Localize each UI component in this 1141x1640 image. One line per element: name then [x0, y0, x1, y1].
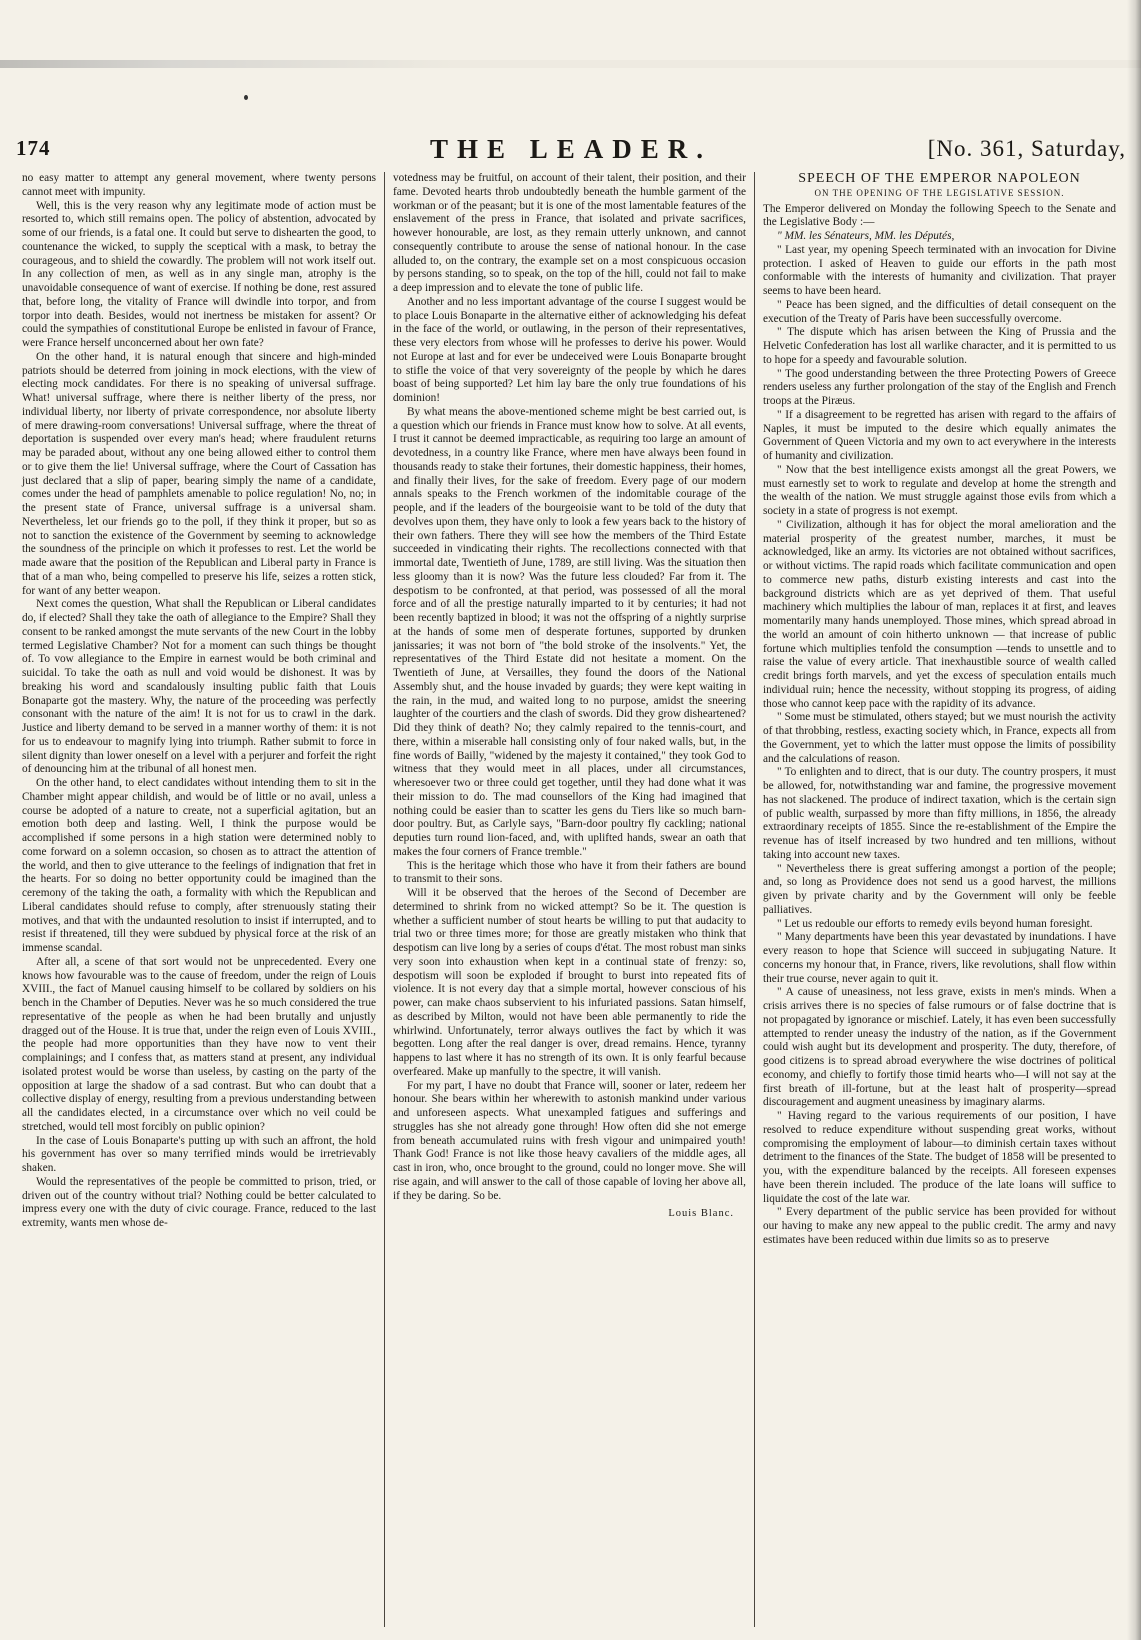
paragraph: Would the representatives of the people be committed to prison, tried, or driven out of the country without trial? Nothing could be better calculated to impress every one with the duty of civic courage. France, reduced to the last extremity, wants men whose de-	[22, 1175, 376, 1229]
column-right	[754, 172, 1124, 1627]
paragraph: " If a disagreement to be regretted has arisen with regard to the affairs of Naples, it must be imputed to the desire which equally animates the Government of Queen Victoria and my own to act everywhere in the interests of humanity and civilization.	[763, 408, 1116, 462]
paragraph: On the other hand, to elect candidates without intending them to sit in the Chamber might appear childish, and would be of little or no avail, unless a course be adopted of a nature to create, not a superficial agitation, but an emotion both deep and lasting. Well, I think the purpose would be accomplished if some persons in a high station were determined nobly to come forward on a solemn occasion, so chosen as to attract the attention of the world, and then to give utterance to the feelings of indignation that fret in the hearts. For so doing no better opportunity could be imagined than the ceremony of the taking the oath, a formality with which the Republican and Liberal candidates should refuse to comply, after strenuously stating their motives, and that with the undaunted resolution to insist if interrupted, and to resist if threatened, till they were subdued by physical force at the risk of an immense scandal.	[22, 777, 376, 954]
paragraph: " Many departments have been this year devastated by inundations. I have every reason to hope that Science will succeed in subjugating Nature. It concerns my honour that, in France, rivers, like revolutions, shall flow within their true course, never again to quit it.	[763, 931, 1116, 985]
paragraph: Another and no less important advantage of the course I suggest would be to place Louis Bonaparte in the alternative either of acknowledging his defeat in the face of the world, or outlawing, in the person of their representatives, these very electors from whose will he professes to derive his power. Would not Europe at last and for ever be undeceived were Louis Bonaparte brought to stifle the voice of that very sovereignty of the people by which he dares boast of being supported? Let him lay bare the only true foundations of his dominion!	[393, 295, 746, 404]
paragraph: On the other hand, it is natural enough that sincere and high-minded patriots should be deterred from joining in mock elections, with the view of electing mock candidates. For there is no speaking of universal suffrage. What! universal suffrage, where there is neither liberty of the press, nor individual liberty, nor liberty of private correspondence, nor absolute liberty of mere drawing-room conversations! Universal suffrage, where the threat of deportation is suspended over every man's head; where fraudulent returns may be paraded about, without any one being allowed either to control them or to give them the lie! Universal suffrage, where the Court of Cassation has just declared that a slip of paper, bearing simply the name of a candidate, comes under the head of pamphlets amenable to police regulation! No, no; in the present state of France, universal suffrage is a universal sham. Nevertheless, let our friends go to the poll, if they think it proper, but so as not to sanction the existence of the Government by seeming to acknowledge the soundness of the principle on which it professes to rest. Let the world be made aware that the position of the Republican and Liberal party in France is that of a man who, being compelled to preserve his life, seizes a rotten stick, for want of any better weapon.	[22, 350, 376, 597]
paragraph: Next comes the question, What shall the Republican or Liberal candidates do, if elected? Shall they take the oath of allegiance to the Empire? Shall they consent to be ranked amongst the mute servants of the new Court in the lobby termed Legislative Chamber? Not for a moment can such things be thought of. To vow allegiance to the Empire in earnest would be both criminal and suicidal. To take the oath as null and void would be dishonest. It was by breaking his word and scandalously insulting public faith that Louis Bonaparte got the mastery. Why, the nature of the proceeding was perfectly consonant with the nature of the aim! It is not for us to crawl in the dark. Justice and liberty demand to be served in a manner worthy of them: it is not for us to endeavour to magnify lying into triumph. Rather submit to force in silent dignity than lower oneself on a level with a perjurer and forfeit the right of denouncing him at the tribunal of all honest men.	[22, 598, 376, 776]
paragraph: " Having regard to the various requirements of our position, I have resolved to reduce expenditure without suspending great works, without compromising the employment of labour—to diminish certain taxes without detriment to the finances of the State. The budget of 1858 will be presented to you, with the expenditure balanced by the receipts. All foreseen expenses have been therein included. The produce of the late loans will suffice to liquidate the cost of the late war.	[763, 1110, 1116, 1205]
paragraph: The Emperor delivered on Monday the following Speech to the Senate and the Legislative Body :—	[763, 202, 1116, 229]
speech-address: " MM. les Sénateurs, MM. les Députés,	[777, 230, 955, 242]
paragraph: " Peace has been signed, and the difficulties of detail consequent on the execution of the Treaty of Paris have been successfully overcome.	[763, 298, 1116, 325]
paragraph: " The good understanding between the three Protecting Powers of Greece renders useless any further prolongation of the stay of the English and French troops at the Piræus.	[763, 367, 1116, 407]
paragraph: Well, this is the very reason why any legitimate mode of action must be resorted to, which still remains open. The policy of abstention, advocated by some of our friends, is a fatal one. It could but serve to dishearten the good, to countenance the wicked, to supply the sceptical with a mask, to betray the courageous, and to shield the cowardly. The problem will not work itself out. In any collection of men, as well as in any single man, atrophy is the unavoidable consequence of want of exercise. If nothing be done, rest assured that, before long, the vitality of France will dwindle into torpor, and from torpor into death. Besides, would not inertness be mistaken for assent? Or could the sympathies of constitutional Europe be enlisted in favour of France, were France herself unconcerned about her own fate?	[22, 199, 376, 349]
ink-speck	[244, 95, 248, 100]
author-signature: Louis Blanc.	[668, 1208, 734, 1220]
paragraph: " A cause of uneasiness, not less grave, exists in men's minds. When a crisis arrives there is no species of false rumours or of false doctrine that is not propagated by ignorance or mischief. Lately, it has even been successfully attempted to render uneasy the industry of the nation, as if the Government could wish aught but its development and prosperity. The duty, therefore, of good citizens is to spread abroad everywhere the wise doctrines of political economy, and chiefly to fortify those timid hearts who—I will not say at the first breath of ill-fortune, but at the least halt of prosperity—spread discouragement and augment uneasiness by imaginary alarms.	[763, 986, 1116, 1109]
paragraph: " Every department of the public service has been provided for without our having to make any new appeal to the public credit. The army and navy estimates have been reduced within due limits so as to preserve	[763, 1206, 1116, 1246]
paragraph: " Civilization, although it has for object the moral amelioration and the material prosperity of the greatest number, marches, it must be acknowledged, like an army. Its victories are not obtained without sacrifices, or without victims. The rapid roads which facilitate communication and open to commerce new paths, disturb existing interests and cast into the background districts which are as yet deprived of them. That useful machinery which multiplies the labour of man, replaces it at first, and leaves momentarily many hands unemployed. Those mines, which spread abroad in the world an amount of coin hitherto unknown — that increase of public fortune which multiplies tenfold the consumption —tends to unsettle and to raise the value of every article. That inexhaustible source of wealth called credit brings forth marvels, and yet the excess of speculation entails much individual ruin; hence the necessity, without stopping its progress, of aiding those who cannot keep pace with the rapidity of its advance.	[763, 518, 1116, 710]
column-left	[14, 172, 384, 1627]
page-edge-shadow	[1127, 0, 1141, 1640]
issue-number: [No. 361, Saturday,	[927, 136, 1126, 161]
masthead-title: THE LEADER.	[429, 134, 713, 164]
article-columns	[14, 172, 1128, 1627]
paragraph: Will it be observed that the heroes of the Second of December are determined to shrink from no wicked attempt? So be it. The question is whether a sufficient number of stout hearts be willing to put that audacity to trial two or three times more; for those are greatly mistaken who think that despotism can live long by a series of coups d'état. The most robust man sinks very soon into exhaustion when kept in a continual state of frenzy: so, despotism will soon be exploded if brought to burst into repeated fits of violence. It is not every day that a simple mortal, however conscious of his power, can make chaos subservient to his infuriated passions. Satan himself, as described by Milton, would not have been able permanently to ride the whirlwind. Unfortunately, terror always outlives the fact by which it was begotten. Long after the real danger is over, dread remains. Hence, tyranny happens to last where it has no strength of its own. It is only fearful because overfeared. Make up manfully to the spectre, it will vanish.	[393, 887, 746, 1078]
paragraph: After all, a scene of that sort would not be unprecedented. Every one knows how favourable was to the cause of freedom, under the reign of Louis XVIII., the fact of Manuel causing himself to be collared by soldiers on his bench in the Chamber of Deputies. Never was he so much considered the true representative of the people as when he had been brutally and unjustly dragged out of the House. It is true that, under the reign even of Louis XVIII., the people had more opportunities than they have now to vent their complainings; and I confess that, as matters stand at present, any individual isolated protest would be worse than useless, by casting on the party of the opposition at large the shadow of a sad contrast. But who can doubt that a collective display of energy, resulting from a previous understanding between all the candidates elected, in a circumstance over which no veil could be stretched, would tell most forcibly on public opinion?	[22, 955, 376, 1133]
paragraph: " Nevertheless there is great suffering amongst a portion of the people; and, so long as Providence does not send us a good harvest, the millions given by private charity and by the Government will only be feeble palliatives.	[763, 862, 1116, 916]
paragraph: " Last year, my opening Speech terminated with an invocation for Divine protection. I asked of Heaven to guide our efforts in the path most conformable with the interests of humanity and civilization. That prayer seems to have been heard.	[763, 243, 1116, 297]
paragraph: " To enlighten and to direct, that is our duty. The country prospers, it must be allowed, for, notwithstanding war and famine, the progressive movement has not slackened. The produce of indirect taxation, which is the certain sign of public wealth, surpassed by more than fifty millions, in 1856, the already extraordinary receipts of 1855. Since the re-establishment of the Empire the revenue has of itself increased by two hundred and ten millions, without taking into account new taxes.	[763, 766, 1116, 861]
paragraph: For my part, I have no doubt that France will, sooner or later, redeem her honour. She bears within her wherewith to astonish mankind under various and unforeseen aspects. What unexampled fatigues and sufferings and struggles has she not already gone through! How often did she not emerge from beneath accumulated ruins with fresh vigour and unimpaired youth! Thank God! France is not like those heavy cavaliers of the middle ages, all cast in iron, who, once brought to the ground, could no longer move. She will rise again, and will answer to the call of those capable of loving her above all, if they be daring. So be.	[393, 1079, 746, 1202]
scan-edge	[0, 60, 1141, 68]
article-subtitle: ON THE OPENING OF THE LEGISLATIVE SESSION.	[814, 187, 1065, 198]
paragraph: " The dispute which has arisen between the King of Prussia and the Helvetic Confederation has lost all warlike character, and it is permitted to us to hope for a speedy and favourable solution.	[763, 326, 1116, 366]
column-middle	[384, 172, 754, 1627]
paragraph: In the case of Louis Bonaparte's putting up with such an affront, the hold his government has over so many terrified minds would be irretrievably shaken.	[22, 1134, 376, 1174]
paragraph: " Now that the best intelligence exists amongst all the great Powers, we must earnestly set to work to regulate and develop at home the strength and the wealth of the nation. We must struggle against those evils from which a society in a state of progress is not exempt.	[763, 463, 1116, 517]
paragraph: This is the heritage which those who have it from their fathers are bound to transmit to their sons.	[393, 859, 746, 886]
paragraph: By what means the above-mentioned scheme might be best carried out, is a question which our friends in France must know how to solve. At all events, I trust it cannot be deemed impracticable, as requiring too large an amount of devotedness, in a country like France, where men have always been found in thousands ready to stake their fortunes, their domestic happiness, their homes, and finally their lives, for the sake of freedom. Every page of our modern annals speaks to the French workmen of the indomitable courage of the people, and if the leaders of the bourgeoisie want to be told of the duty that devolves upon them, they have only to look a few years back to the history of their own fathers. There they will see how the members of the Third Estate succeeded in vindicating their rights. The recollections connected with that immortal date, Twentieth of June, 1789, are still living. Was the situation then less gloomy than it is now? Was the future less clouded? Far from it. The despotism to be confronted, at that period, was possessed of all the moral force and of all the prestige naturally imparted to it by centuries; it had not been recently baptized in blood; it was not the offspring of a nightly surprise at the hands of some men of desperate fortunes, supported by drunken janissaries; it was not born of "the bold stroke of the insolvents." Yet, the representatives of the Third Estate did not hesitate a moment. On the Twentieth of June, at Versailles, they found the doors of the National Assembly shut, and the house invaded by guards; they were kept waiting in the rain, in the mud, and waited long to no purpose, amidst the sneering laughter of the courtiers and the clash of swords. Did they grow disheartened? Did they think of death? No; they calmly repaired to the tennis-court, and there, within a miserable hall consisting only of four naked walls, but, in the fine words of Bailly, "widened by the majesty it contained," they took God to witness that they would meet in all places, under all circumstances, wheresoever two or three could get together, until they had done what it was their mission to do. The mad counsellors of the King had imagined that nothing could be easier than to scatter les gens du Tiers like so much barn-door poultry. But, as Carlyle says, "Barn-door poultry fly cackling; national deputies turn round lion-faced, and, with uplifted hands, swear an oath that makes the four corners of France tremble."	[393, 405, 746, 858]
paragraph: " Some must be stimulated, others stayed; but we must nourish the activity of that throbbing, restless, exacting society which, in France, expects all from the Government, yet to which the latter must oppose the limits of possibility and the calculations of reason.	[763, 711, 1116, 765]
article-title: SPEECH OF THE EMPEROR NAPOLEON	[798, 172, 1081, 186]
page-number: 174	[16, 136, 51, 160]
paragraph: no easy matter to attempt any general movement, where twenty persons cannot meet with impunity.	[22, 172, 376, 198]
page-header	[16, 136, 1126, 172]
paragraph: " Let us redouble our efforts to remedy evils beyond human foresight.	[777, 917, 1093, 930]
paragraph: votedness may be fruitful, on account of their talent, their position, and their fame. Devoted hearts throb undoubtedly beneath the humble garment of the workman or of the peasant; but it is one of the most lamentable features of the enslavement of the press in France, that isolated and private sacrifices, however honourable, are lost, as they remain utterly unknown, and cannot consequently contribute to arouse the sense of national honour. In the case alluded to, on the contrary, the example set on a most conspicuous occasion by persons standing, so to speak, on the top of the hill, could not fail to make a deep impression and to elevate the tone of public life.	[393, 172, 746, 294]
